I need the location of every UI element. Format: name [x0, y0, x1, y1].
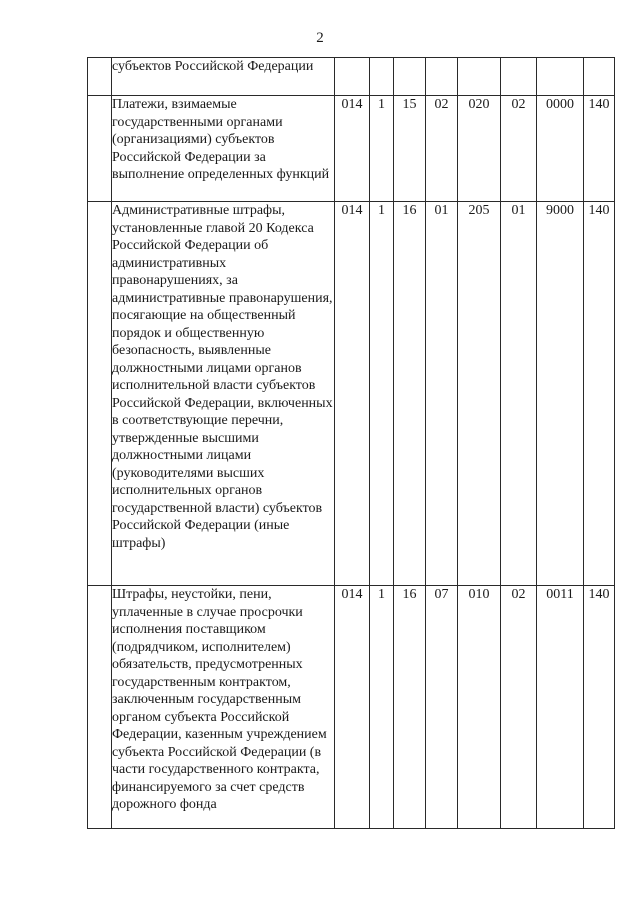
budget-codes-table: [87, 57, 615, 829]
code-cell: 01: [426, 202, 458, 586]
code-cell: 1: [370, 202, 394, 586]
code-cell: 020: [458, 96, 501, 202]
code-cell: 140: [584, 96, 615, 202]
code-cell: 02: [426, 96, 458, 202]
index-cell: [88, 202, 112, 586]
code-cell: [537, 58, 584, 96]
index-cell: [88, 586, 112, 829]
code-cell: 9000: [537, 202, 584, 586]
code-cell: 140: [584, 586, 615, 829]
code-cell: 16: [394, 202, 426, 586]
description-cell: Штрафы, неустойки, пени, уплаченные в случае просрочки исполнения поставщиком (подрядчиком, исполнителем) обязательств, предусмотренных государственным контрактом, заключенным государственным органом субъекта Российской Федерации, казенным учреждением субъекта Российской Федерации (в части государственного контракта, финансируемого за счет средств дорожного фонда: [112, 586, 335, 829]
code-cell: 010: [458, 586, 501, 829]
code-cell: [394, 58, 426, 96]
description-cell: Платежи, взимаемые государственными органами (организациями) субъектов Российской Федерации за выполнение определенных функций: [112, 96, 335, 202]
code-cell: 01: [501, 202, 537, 586]
code-cell: 07: [426, 586, 458, 829]
code-cell: 1: [370, 96, 394, 202]
index-cell: [88, 58, 112, 96]
code-cell: 205: [458, 202, 501, 586]
code-cell: 014: [335, 586, 370, 829]
code-cell: [335, 58, 370, 96]
table-row: [88, 586, 615, 829]
table-row: [88, 96, 615, 202]
index-cell: [88, 96, 112, 202]
code-cell: 0011: [537, 586, 584, 829]
code-cell: 014: [335, 96, 370, 202]
code-cell: 02: [501, 96, 537, 202]
table-row: [88, 58, 615, 96]
code-cell: [584, 58, 615, 96]
code-cell: 02: [501, 586, 537, 829]
code-cell: 15: [394, 96, 426, 202]
table-row: [88, 202, 615, 586]
code-cell: 0000: [537, 96, 584, 202]
description-cell: Административные штрафы, установленные главой 20 Кодекса Российской Федерации об административных правонарушениях, за административные правонарушения, посягающие на общественный порядок и общественную безопасность, выявленные должностными лицами органов исполнительной власти субъектов Российской Федерации, включенных в соответствующие перечни, утвержденные высшими должностными лицами (руководителями высших исполнительных органов государственной власти) субъектов Российской Федерации (иные штрафы): [112, 202, 335, 586]
code-cell: 014: [335, 202, 370, 586]
code-cell: 1: [370, 586, 394, 829]
code-cell: [501, 58, 537, 96]
code-cell: 16: [394, 586, 426, 829]
code-cell: 140: [584, 202, 615, 586]
code-cell: [458, 58, 501, 96]
page-number: 2: [316, 30, 324, 46]
code-cell: [426, 58, 458, 96]
code-cell: [370, 58, 394, 96]
description-cell: субъектов Российской Федерации: [112, 58, 335, 96]
